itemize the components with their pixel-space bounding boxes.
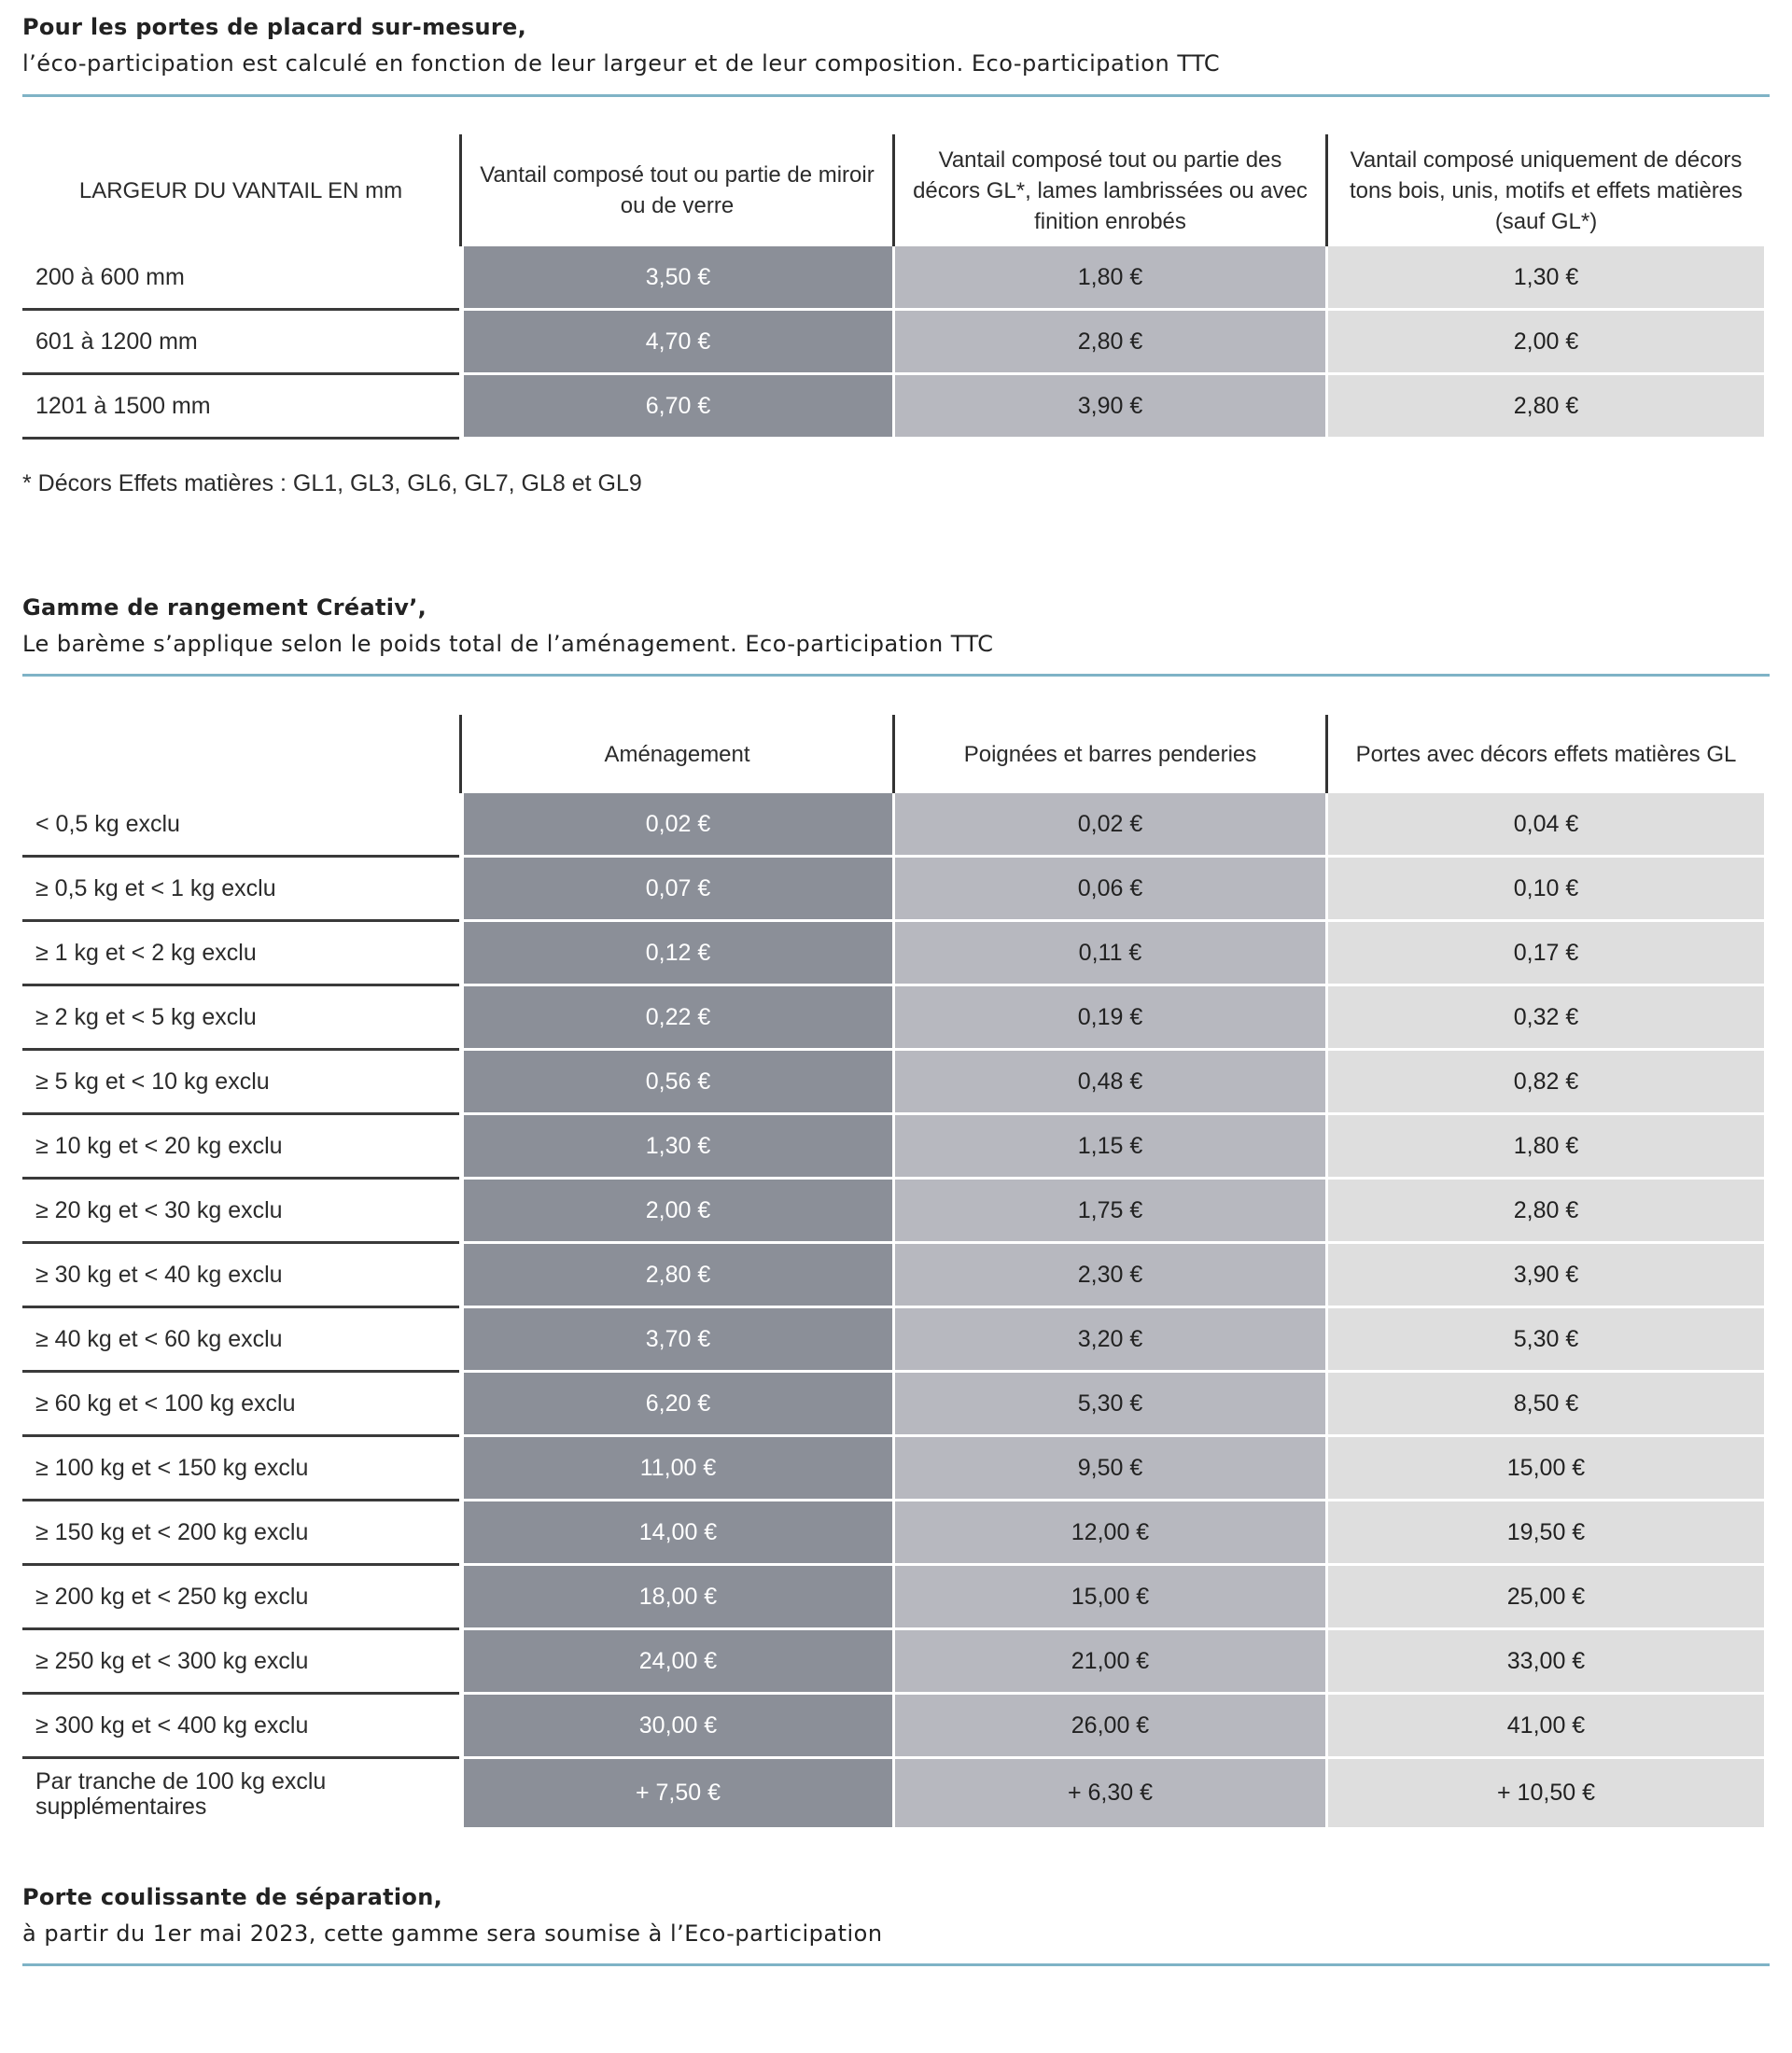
table-row [22,793,1764,858]
section3-divider [22,1963,1770,1966]
cell-value: 0,02 € [459,793,892,858]
col-header-mirror-glass: Vantail composé tout ou partie de miroir ou de verre [459,134,892,246]
section1-divider [22,94,1770,97]
row-label: ≥ 20 kg et < 30 kg exclu [22,1180,459,1244]
row-label: ≥ 1 kg et < 2 kg exclu [22,922,459,986]
col-header-gl-decors: Vantail composé tout ou partie des décors GL*, lames lambrissées ou avec finition enrobés [892,134,1325,246]
table-row [22,1180,1764,1244]
cell-value: 1,30 € [1325,246,1764,311]
row-label: ≥ 60 kg et < 100 kg exclu [22,1373,459,1437]
row-label: ≥ 0,5 kg et < 1 kg exclu [22,858,459,922]
cell-value: 24,00 € [459,1630,892,1695]
cell-value: 18,00 € [459,1566,892,1630]
cell-value: 6,70 € [459,375,892,440]
table-header-row [22,715,1764,793]
section3-title: Porte coulissante de séparation, [22,1884,443,1910]
cell-value: 3,20 € [892,1308,1325,1373]
cell-value: 2,80 € [1325,1180,1764,1244]
cell-value: 3,70 € [459,1308,892,1373]
section2-subtitle: Le barème s’applique selon le poids total de l’aménagement. Eco-participation TTC [22,631,994,657]
cell-value: 1,75 € [892,1180,1325,1244]
table-row [22,858,1764,922]
cell-value: 0,02 € [892,793,1325,858]
cell-value: 0,06 € [892,858,1325,922]
row-label: Par tranche de 100 kg exclu supplémentaires [35,1768,327,1820]
cell-value: 0,32 € [1325,986,1764,1051]
closet-doors-table [22,134,1764,440]
cell-value: 0,48 € [892,1051,1325,1115]
row-label: ≥ 10 kg et < 20 kg exclu [22,1115,459,1180]
row-label: ≥ 100 kg et < 150 kg exclu [22,1437,459,1501]
cell-value: 21,00 € [892,1630,1325,1695]
row-label: ≥ 5 kg et < 10 kg exclu [22,1051,459,1115]
row-label: ≥ 2 kg et < 5 kg exclu [22,986,459,1051]
section3-subtitle: à partir du 1er mai 2023, cette gamme sera soumise à l’Eco-participation [22,1920,883,1947]
row-label: ≥ 250 kg et < 300 kg exclu [22,1630,459,1695]
col-header-handles-rails: Poignées et barres penderies [892,715,1325,793]
table-row [22,1308,1764,1373]
cell-value: 0,19 € [892,986,1325,1051]
table-row [22,1437,1764,1501]
cell-value: 15,00 € [1325,1437,1764,1501]
cell-value: 15,00 € [892,1566,1325,1630]
cell-value: 41,00 € [1325,1695,1764,1759]
col-header-wood-decors: Vantail composé uniquement de décors tons bois, unis, motifs et effets matières (sauf GL*) [1325,134,1764,246]
cell-value: 1,30 € [459,1115,892,1180]
cell-value: 9,50 € [892,1437,1325,1501]
table-row [22,1115,1764,1180]
section3-header [22,1879,1770,1952]
cell-value: 2,30 € [892,1244,1325,1308]
col-header-weight [22,715,459,793]
section2-header [22,590,1770,663]
cell-value: 2,00 € [1325,311,1764,375]
table-row [22,1051,1764,1115]
cell-value: 1,15 € [892,1115,1325,1180]
table-row [22,986,1764,1051]
section2-title: Gamme de rangement Créativ’, [22,594,427,621]
cell-value: 0,82 € [1325,1051,1764,1115]
cell-value: 0,17 € [1325,922,1764,986]
cell-value: 6,20 € [459,1373,892,1437]
section1-subtitle: l’éco-participation est calculé en fonction de leur largeur et de leur composition. Eco-participation TTC [22,50,1221,77]
cell-value: + 10,50 € [1325,1759,1764,1830]
cell-value: 1,80 € [892,246,1325,311]
section2-divider [22,674,1770,677]
cell-value: 0,11 € [892,922,1325,986]
cell-value: + 7,50 € [459,1759,892,1830]
table-row [22,1695,1764,1759]
row-label: ≥ 40 kg et < 60 kg exclu [22,1308,459,1373]
cell-value: 4,70 € [459,311,892,375]
cell-value: 14,00 € [459,1501,892,1566]
storage-range-table [22,715,1764,1830]
cell-value: 2,80 € [459,1244,892,1308]
row-label: 601 à 1200 mm [22,311,459,375]
cell-value: 2,80 € [1325,375,1764,440]
cell-value: 19,50 € [1325,1501,1764,1566]
cell-value: 2,80 € [892,311,1325,375]
cell-value: 0,12 € [459,922,892,986]
table-row [22,311,1764,375]
cell-value: 3,90 € [1325,1244,1764,1308]
table-row [22,1501,1764,1566]
row-label: 200 à 600 mm [22,246,459,311]
cell-value: 33,00 € [1325,1630,1764,1695]
cell-value: 0,10 € [1325,858,1764,922]
cell-value: + 6,30 € [892,1759,1325,1830]
table-row [22,375,1764,440]
cell-value: 11,00 € [459,1437,892,1501]
col-header-fittings: Aménagement [459,715,892,793]
cell-value: 3,90 € [892,375,1325,440]
row-label: ≥ 200 kg et < 250 kg exclu [22,1566,459,1630]
table-row [22,246,1764,311]
col-header-gl-doors: Portes avec décors effets matières GL [1325,715,1764,793]
cell-value: 5,30 € [892,1373,1325,1437]
table-row [22,1759,1764,1830]
cell-value: 3,50 € [459,246,892,311]
row-label: ≥ 300 kg et < 400 kg exclu [22,1695,459,1759]
cell-value: 25,00 € [1325,1566,1764,1630]
section1-title: Pour les portes de placard sur-mesure, [22,14,527,40]
cell-value: 0,56 € [459,1051,892,1115]
table-row [22,1566,1764,1630]
row-label: 1201 à 1500 mm [22,375,459,440]
table-row [22,1630,1764,1695]
row-label: ≥ 30 kg et < 40 kg exclu [22,1244,459,1308]
cell-value: 0,07 € [459,858,892,922]
section1-header [22,9,1770,82]
cell-value: 30,00 € [459,1695,892,1759]
table-row [22,922,1764,986]
cell-value: 2,00 € [459,1180,892,1244]
cell-value: 1,80 € [1325,1115,1764,1180]
row-label: < 0,5 kg exclu [22,793,459,858]
cell-value: 8,50 € [1325,1373,1764,1437]
table-header-row [22,134,1764,246]
table-row [22,1244,1764,1308]
cell-value: 12,00 € [892,1501,1325,1566]
cell-value: 26,00 € [892,1695,1325,1759]
cell-value: 0,04 € [1325,793,1764,858]
cell-value: 5,30 € [1325,1308,1764,1373]
row-label: ≥ 150 kg et < 200 kg exclu [22,1501,459,1566]
gl-decors-footnote: * Décors Effets matières : GL1, GL3, GL6, GL7, GL8 et GL9 [22,470,642,496]
table-row [22,1373,1764,1437]
cell-value: 0,22 € [459,986,892,1051]
col-header-width: LARGEUR DU VANTAIL EN mm [78,177,403,203]
